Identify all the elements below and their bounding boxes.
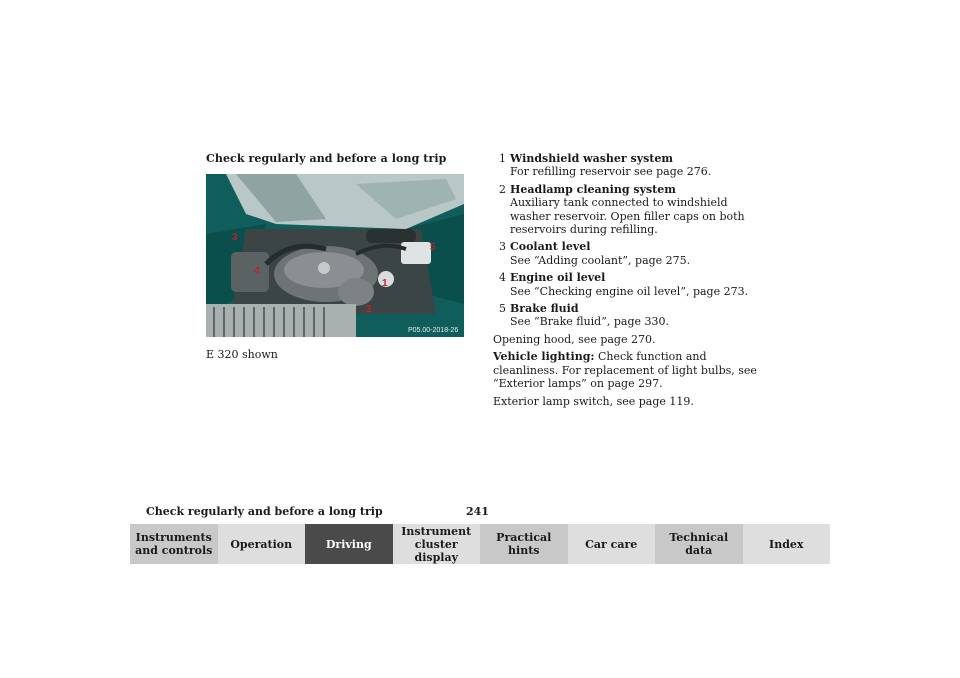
list-item [493, 271, 763, 298]
tab-instrument-cluster-display[interactable] [393, 524, 481, 564]
tab-label: Instruments [135, 531, 212, 544]
item-number: 3 [499, 240, 506, 254]
list-item [493, 183, 763, 237]
tab-label: Instrument [401, 524, 472, 538]
footer-section-title: Check regularly and before a long trip [146, 505, 383, 518]
engine-compartment-illustration [206, 174, 464, 337]
opening-hood-text: Opening hood, see page 270. [493, 332, 656, 346]
tab-practical-hints[interactable] [480, 524, 568, 564]
marker-3: 3 [232, 232, 238, 243]
tab-instruments-and-controls[interactable] [130, 524, 218, 564]
list-item [493, 302, 763, 329]
chapter-nav [130, 524, 830, 564]
tab-index[interactable] [743, 524, 831, 564]
list-item [493, 240, 763, 267]
tab-label: Technical [669, 531, 729, 544]
list-item [493, 152, 763, 179]
item-description: See “Brake fluid”, page 330. [510, 315, 669, 329]
section-heading: Check regularly and before a long trip [206, 152, 447, 165]
tab-technical-data[interactable] [655, 524, 743, 564]
tab-driving[interactable] [305, 524, 393, 564]
tab-label: Index [769, 537, 804, 551]
item-title: Engine oil level [510, 271, 606, 285]
item-description: For refilling reservoir see page 276. [510, 165, 712, 179]
item-number: 1 [499, 152, 506, 165]
item-description: Auxiliary tank connected to windshield washer reservoir. Open filler caps on both reservoirs during refilling. [510, 196, 745, 237]
tab-label: data [685, 544, 713, 557]
tab-operation[interactable] [218, 524, 306, 564]
item-title: Headlamp cleaning system [510, 182, 676, 196]
tab-car-care[interactable] [568, 524, 656, 564]
item-title: Windshield washer system [510, 152, 674, 165]
marker-1: 1 [382, 278, 388, 289]
tab-label: Practical hints [496, 531, 552, 557]
page-number: 241 [466, 505, 489, 518]
marker-2: 2 [366, 304, 372, 315]
item-number: 5 [499, 302, 506, 316]
checklist-column [493, 152, 763, 412]
vehicle-lighting-text [493, 350, 763, 390]
marker-5: 5 [430, 242, 436, 253]
item-description: See “Adding coolant”, page 275. [510, 253, 691, 267]
tab-label: and controls [135, 544, 213, 557]
marker-4: 4 [254, 266, 260, 277]
item-title: Coolant level [510, 240, 591, 254]
photo-ref-code: P05.00-2018-26 [408, 327, 459, 334]
item-number: 4 [499, 271, 506, 285]
photo-caption: E 320 shown [206, 348, 278, 361]
item-description: See “Checking engine oil level”, page 273. [510, 284, 749, 298]
tab-label: Operation [230, 537, 293, 551]
item-title: Brake fluid [510, 302, 579, 316]
tab-label: Car care [585, 537, 638, 551]
vehicle-lighting-label: Vehicle lighting: [493, 350, 595, 364]
tab-label: Driving [325, 537, 372, 551]
tab-label: cluster display [414, 537, 458, 564]
vehicle-lighting-body: Check function and cleanliness. For replacement of light bulbs, see “Exterior lamps” on page 297. [493, 350, 757, 391]
exterior-lamp-switch-text: Exterior lamp switch, see page 119. [493, 394, 694, 408]
item-number: 2 [499, 182, 506, 196]
